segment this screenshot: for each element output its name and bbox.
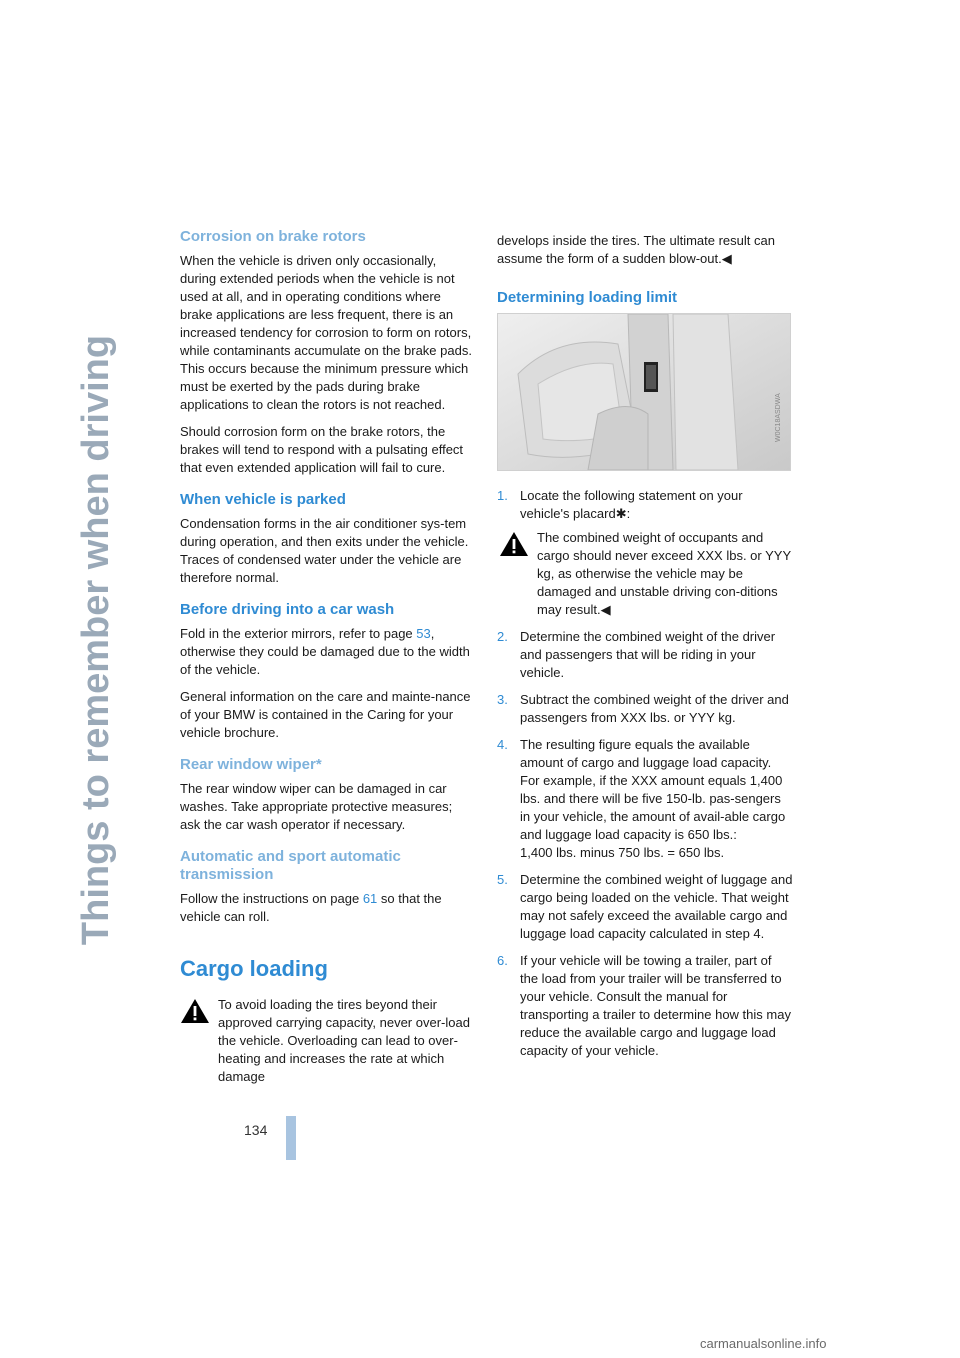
- section-carwash: [180, 601, 476, 742]
- wiper-paragraph: The rear window wiper can be damaged in car washes. Take appropriate protective measures; ask the car wash operator if necessary.: [180, 781, 453, 832]
- placard-location-image: [497, 313, 791, 471]
- step-text: Locate the following statement on your vehicle's placard✱:: [520, 488, 743, 521]
- corrosion-paragraph-2: Should corrosion form on the brake rotors, the brakes will tend to respond with a pulsating effect that even extended application will fail to cure.: [180, 424, 464, 475]
- section-corrosion: [180, 228, 476, 477]
- section-transmission: [180, 848, 476, 926]
- loading-steps-list: [497, 487, 793, 1060]
- carwash-paragraph-1: [180, 625, 476, 679]
- heading-parked: When vehicle is parked: [180, 491, 346, 508]
- step-number: 2.: [497, 629, 508, 644]
- step-5: [497, 871, 793, 943]
- step-calculation: 1,400 lbs. minus 750 lbs. = 650 lbs.: [520, 845, 725, 860]
- section-cargo: [180, 956, 476, 1086]
- page-marker-bar: [286, 1116, 296, 1160]
- step-text: Subtract the combined weight of the driver and passengers from XXX lbs. or YYY kg.: [520, 692, 789, 725]
- step-2: [497, 628, 793, 682]
- cargo-warning-body: To avoid loading the tires beyond their approved carrying capacity, never over-load the vehicle. Overloading can lead to over-heating and increases the rate at which damage: [218, 997, 470, 1084]
- page-link-61[interactable]: 61: [362, 891, 378, 906]
- transmission-text-a: Follow the instructions on page: [180, 891, 363, 906]
- heading-wiper: Rear window wiper*: [180, 756, 322, 773]
- step-number: 1.: [497, 488, 508, 503]
- carwash-text-a: Fold in the exterior mirrors, refer to page: [180, 626, 417, 641]
- transmission-paragraph: [180, 890, 476, 926]
- warning-icon: [499, 531, 529, 557]
- carwash-text-b: , otherwise they could be damaged due to the width of the vehicle.: [180, 626, 470, 677]
- door-pillar-illustration: [498, 314, 790, 470]
- cargo-warning: [180, 996, 476, 1086]
- heading-transmission: Automatic and sport automatic transmission: [180, 848, 401, 883]
- step-3: [497, 691, 793, 727]
- section-parked: [180, 491, 476, 587]
- placard-warning: [497, 529, 793, 619]
- step-text: The resulting figure equals the available amount of cargo and luggage load capacity. For example, if the XXX amount equals 1,400 lbs. and there will be five 150-lb. pas-sengers in your vehicle, the amount of avail-able cargo and luggage load capacity is 650 lbs.:: [520, 737, 786, 842]
- watermark: carmanualsonline.info: [700, 1336, 827, 1351]
- step-text: If your vehicle will be towing a trailer, part of the load from your trailer will be transferred to your vehicle. Consult the manual for transporting a trailer to determine how this may reduce the available cargo and luggage load capacity of your vehicle.: [520, 953, 791, 1058]
- left-column: [180, 228, 476, 1100]
- heading-corrosion: Corrosion on brake rotors: [180, 228, 366, 245]
- step-text: Determine the combined weight of the driver and passengers that will be riding in your vehicle.: [520, 629, 776, 680]
- step-number: 5.: [497, 872, 508, 887]
- cargo-continuation: develops inside the tires. The ultimate result can assume the form of a sudden blow-out.◀: [497, 233, 775, 266]
- heading-loading-limit: Determining loading limit: [497, 289, 678, 306]
- step-number: 3.: [497, 692, 508, 707]
- step-1: [497, 487, 793, 619]
- image-code: W0C18ASDWA: [775, 393, 782, 442]
- page-link-53[interactable]: 53: [416, 626, 431, 641]
- step-number: 6.: [497, 953, 508, 968]
- section-wiper: [180, 756, 476, 834]
- cargo-warning-text: [180, 996, 476, 1086]
- placard-warning-text: The combined weight of occupants and cargo should never exceed XXX lbs. or YYY kg, as otherwise the vehicle may be damaged and unstable driving con-ditions may result.◀: [537, 530, 791, 617]
- transmission-text-b: so that the vehicle can roll.: [180, 891, 442, 924]
- heading-carwash: Before driving into a car wash: [180, 601, 395, 618]
- step-4: [497, 736, 793, 862]
- step-number: 4.: [497, 737, 508, 752]
- warning-icon: [180, 998, 210, 1024]
- step-text: Determine the combined weight of luggage and cargo being loaded on the vehicle. That weight may not safely exceed the available cargo and luggage load capacity calculated in step 4.: [520, 872, 793, 941]
- chapter-title-text: Things to remember when driving: [75, 334, 117, 946]
- parked-paragraph: Condensation forms in the air conditioner sys-tem during operation, and then exits under the vehicle. Traces of condensed water under the vehicle are therefore normal.: [180, 516, 469, 585]
- heading-cargo: Cargo loading: [180, 956, 328, 981]
- page-number: 134: [244, 1122, 268, 1138]
- corrosion-paragraph-1: When the vehicle is driven only occasionally, during extended periods when the vehicle is not used at all, and in operating conditions where brake applications are less frequent, there is an increased tendency for corrosion to form on rotors, while contaminants accumulate on the brake pads. This occurs because the minimum pressure which must be exerted by the pads during brake applications to clean the rotors is not reached.: [180, 253, 472, 412]
- right-column: [497, 232, 793, 1069]
- step-6: [497, 952, 793, 1060]
- carwash-paragraph-2: General information on the care and mainte-nance of your BMW is contained in the Caring for your vehicle brochure.: [180, 689, 471, 740]
